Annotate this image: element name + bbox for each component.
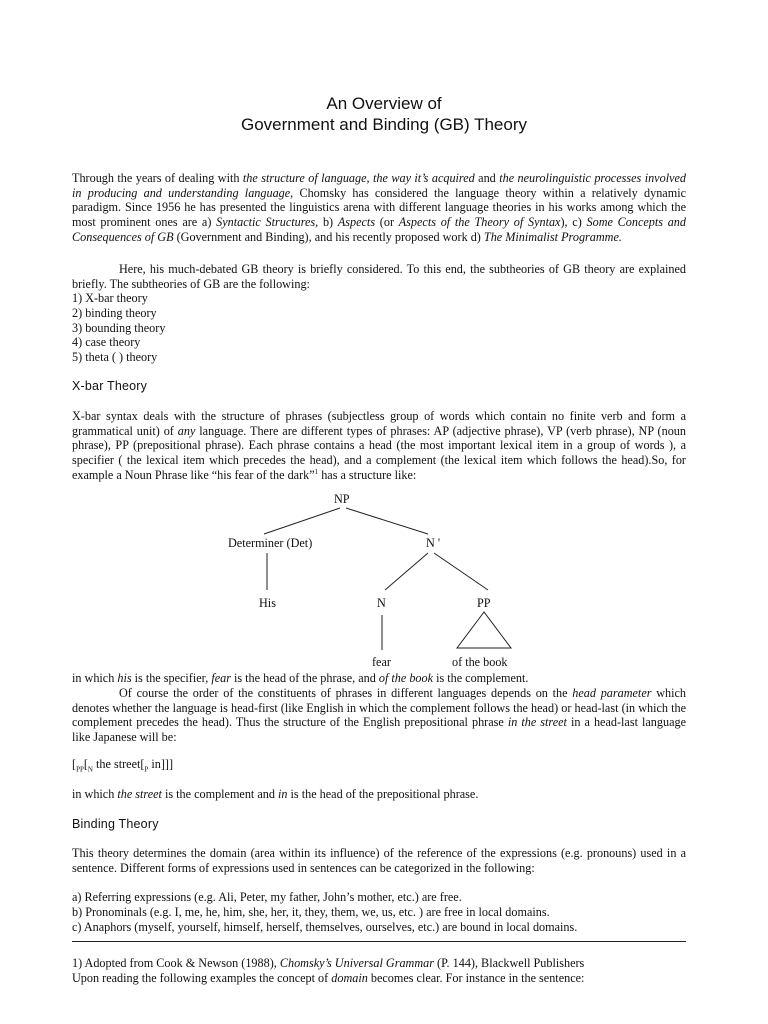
intro-paragraph: Through the years of dealing with the structure of language, the way it’s acquired and the neurolinguistic processes involved in producing and understanding language, Chomsky has considered the language theory within a relatively dynamic paradigm. Since 1956 he has presented the linguistics arena with different language theories in his works among which the most prominent ones are a) Syntactic Structures, b) Aspects (or Aspects of the Theory of Syntax), c) Some Concepts and Consequences of GB (Government and Binding), and his recently proposed work d) The Minimalist Programme. xyxy=(72,171,686,244)
tree-node-his: His xyxy=(259,596,276,610)
footnote: 1) Adopted from Cook & Newson (1988), Chomsky’s Universal Grammar (P. 144), Blackwell Publishers xyxy=(72,956,585,970)
tree-branch xyxy=(346,508,428,534)
xbar-heading: X-bar Theory xyxy=(72,379,148,393)
tree-leaf-of-the-book: of the book xyxy=(452,655,508,669)
intro-paragraph-2: Here, his much-debated GB theory is briefly considered. To this end, the subtheories of GB theory are explained briefly. The subtheories of GB are the following: xyxy=(72,262,686,291)
tree-node-nbar: N ' xyxy=(426,536,441,550)
tree-branch xyxy=(434,553,488,590)
list-item: a) Referring expressions (e.g. Ali, Peter, my father, John’s mother, etc.) are free. xyxy=(72,890,462,904)
bracket-notation: [$_{PP}[_N$ the $street[_P$ in]]] xyxy=(72,757,174,774)
complement-explanation: in which the street is the complement and in is the head of the prepositional phrase. xyxy=(72,787,479,801)
tree-branch xyxy=(264,508,340,534)
tree-branch xyxy=(385,553,428,590)
tree-node-n: N xyxy=(377,596,386,610)
binding-heading: Binding Theory xyxy=(72,817,159,831)
xbar-paragraph: X-bar syntax deals with the structure of phrases (subjectless group of words which contain no finite verb and form a grammatical unit) of any language. There are different types of phrases: AP (adjective phrase), VP (verb phrase), NP (noun phrase), PP (prepositional phrase). Each phrase contains a head (the most important lexical item in a group of words ), a specifier ( the lexical item which precedes the head), and a complement (the lexical item which follows the head).So, for example a Noun Phrase like “his fear of the dark”$^1$ has a structure like: xyxy=(72,409,686,482)
list-item: 2) binding theory xyxy=(72,305,157,320)
binding-paragraph: This theory determines the domain (area within its influence) of the reference of the expressions (e.g. pronouns) used in a sentence. Different forms of expressions used in sentences can be categorized in the following: xyxy=(72,846,686,875)
list-item: 1) X-bar theory xyxy=(72,291,148,305)
xbar-explanation: in which his is the specifier, fear is the head of the phrase, and of the book is the complement. xyxy=(72,671,529,685)
tree-node-np: NP xyxy=(334,492,350,506)
binding-list xyxy=(72,890,577,934)
list-item: 3) bounding theory xyxy=(72,320,166,335)
list-item: 5) theta ( ) theory xyxy=(72,350,158,365)
list-item: c) Anaphors (myself, yourself, himself, herself, themselves, ourselves, etc.) are bound in local domains. xyxy=(72,919,578,934)
tree-node-pp: PP xyxy=(477,596,491,610)
title-line-2: Government and Binding (GB) Theory xyxy=(241,115,527,134)
tree-leaf-fear: fear xyxy=(372,655,391,669)
list-item: b) Pronominals (e.g. I, me, he, him, she, her, it, they, them, we, us, etc. ) are free in local domains. xyxy=(72,904,550,919)
footnote-divider xyxy=(72,941,686,942)
list-item: 4) case theory xyxy=(72,335,141,350)
head-parameter-paragraph: Of course the order of the constituents of phrases in different languages depends on the head parameter which denotes whether the language is head-first (like English in which the complement follows the head) or head-last (in which the complement precedes the head). Thus the structure of the English prepositional phrase in the street in a head-last language like Japanese will be: xyxy=(72,686,686,745)
title-line-1: An Overview of xyxy=(326,94,442,113)
tree-node-det: Determiner (Det) xyxy=(228,536,313,550)
closing-line: Upon reading the following examples the concept of domain becomes clear. For instance in the sentence: xyxy=(72,971,585,985)
pp-triangle xyxy=(457,612,511,648)
